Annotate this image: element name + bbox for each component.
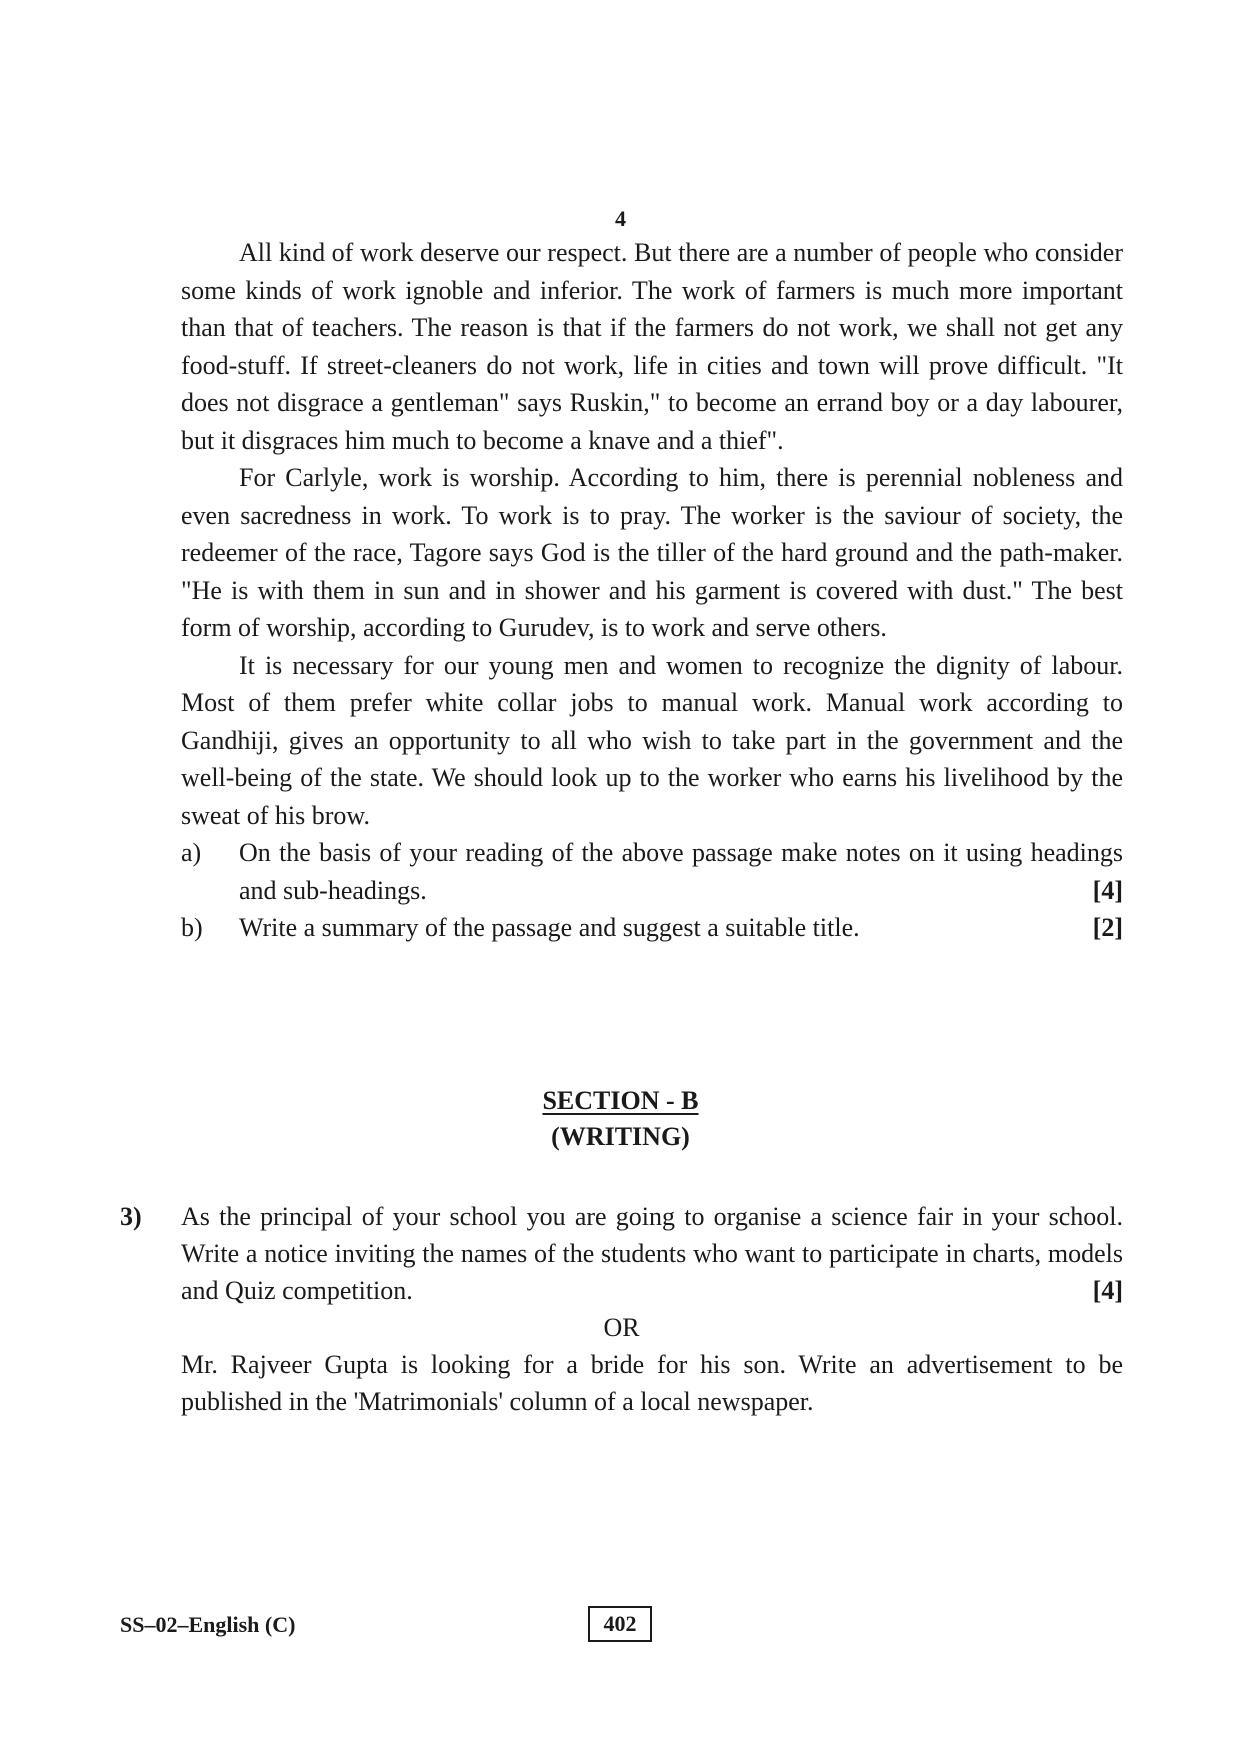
passage: [181, 234, 1123, 947]
question-b-text: Write a summary of the passage and suggest a suitable title.: [239, 913, 860, 942]
section-subtitle: (WRITING): [551, 1122, 690, 1151]
page-number: 4: [615, 206, 626, 231]
footer-code-box: 402: [588, 1606, 652, 1642]
question-3-body: [181, 1198, 1123, 1420]
question-3-or: OR: [603, 1313, 640, 1342]
passage-paragraph-1: All kind of work deserve our respect. But there are a number of people who consider some kinds of work ignoble and inferior. The work of farmers is much more important than that of teachers. The reason is that if the farmers do not work, we shall not get any food-stuff. If street-cleaners do not work, life in cities and town will prove difficult. "It does not disgrace a gentleman" says Ruskin," to become an errand boy or a day labourer, but it disgraces him much to become a knave and a thief".: [181, 238, 1123, 455]
question-3: [120, 1198, 1123, 1420]
question-a-text: On the basis of your reading of the above passage make notes on it using headings and sub-headings.: [239, 838, 1123, 905]
section-title: SECTION - B: [542, 1086, 699, 1115]
question-a-marks: [4]: [1092, 875, 1123, 905]
question-3-text: As the principal of your school you are going to organise a science fair in your school. Write a notice inviting the names of the students who want to participate in charts, models and Quiz competition.: [181, 1202, 1123, 1305]
question-3-alternative: Mr. Rajveer Gupta is looking for a bride for his son. Write an advertisement to be published in the 'Matrimonials' column of a local newspaper.: [181, 1350, 1123, 1416]
section-heading: [0, 1083, 1241, 1155]
question-3-number: 3): [120, 1202, 142, 1231]
footer-paper-code: SS–02–English (C): [120, 1612, 296, 1637]
question-3-main: [181, 1198, 1123, 1309]
question-a: [181, 834, 1123, 909]
question-b-label: b): [181, 913, 203, 942]
question-b-marks: [2]: [1092, 913, 1123, 942]
question-3-marks: [4]: [1092, 1276, 1123, 1305]
passage-paragraph-2: For Carlyle, work is worship. According to him, there is perennial nobleness and even sacredness in work. To work is to pray. The worker is the saviour of society, the redeemer of the race, Tagore says God is the tiller of the hard ground and the path-maker. "He is with them in sun and in shower and his garment is covered with dust." The best form of worship, according to Gurudev, is to work and serve others.: [181, 463, 1123, 642]
passage-paragraph-3: It is necessary for our young men and women to recognize the dignity of labour. Most of them prefer white collar jobs to manual work. Manual work according to Gandhiji, gives an opportunity to all who wish to take part in the government and the well-being of the state. We should look up to the worker who earns his livelihood by the sweat of his brow.: [181, 650, 1123, 830]
question-b: [181, 909, 1123, 947]
question-a-label: a): [181, 838, 202, 867]
